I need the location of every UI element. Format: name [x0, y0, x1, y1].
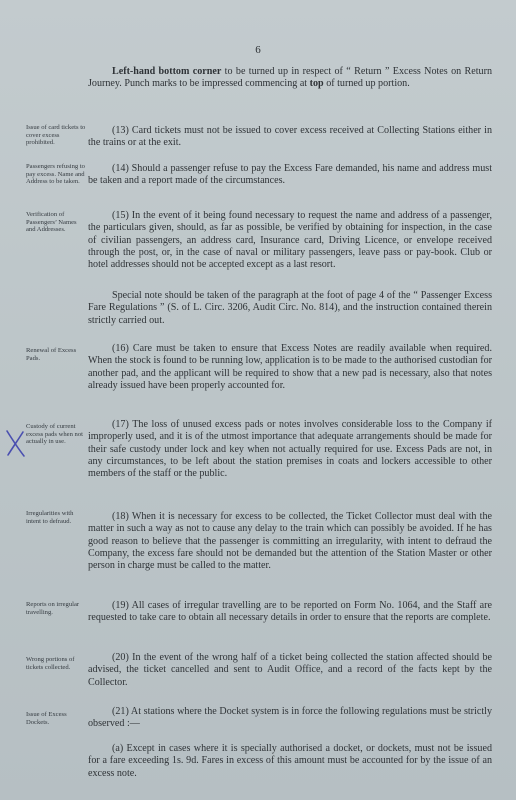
side-note-14: Passengers refusing to pay excess. Name and Address to be taken.: [26, 163, 85, 186]
paragraph-16: (16) Care must be taken to ensure that Excess Notes are readily available when required. When the stock is found to be running low, application is to be made to the authorised custodian for another pad, and the applicant will be required to show that a new pad is necessary, also that notes already issued have been properly accounted for.: [88, 343, 492, 391]
paragraph-21a: (a) Except in cases where it is specially authorised a docket, or dockets, must not be issued for a fare exceeding 1s. 9d. Fares in excess of this amount must be accounted for by the issue of an excess note.: [88, 743, 492, 779]
side-note-19: Reports on irregular travelling.: [26, 601, 80, 616]
paragraph-13: (13) Card tickets must not be issued to cover excess received at Collecting Stations either in the trains or at the exit.: [88, 125, 492, 149]
page-number: 6: [255, 44, 261, 56]
paragraph-17: (17) The loss of unused excess pads or notes involves considerable loss to the Company if improperly used, and it is of the utmost importance that adequate arrangements should be made for their safe custody under lock and key when not actually required for use. Excess Pads are not, in any circumstances, to be left about the station premises in coats and lockers accessible to other members of the staff or the public.: [88, 419, 492, 480]
paragraph-19: (19) All cases of irregular travelling are to be reported on Form No. 1064, and the Staff are requested to take care to obtain all necessary details in order to ensure that the reports are complete.: [88, 600, 492, 624]
side-note-21: Issue of Excess Dockets.: [26, 711, 67, 726]
intro-paragraph: [88, 66, 492, 91]
side-note-15: Verification of Passengers’ Names and Addresses.: [26, 211, 77, 234]
paragraph-14: (14) Should a passenger refuse to pay the Excess Fare demanded, his name and address must be taken and a report made of the circumstances.: [88, 163, 492, 187]
paragraph-special-note: Special note should be taken of the paragraph at the foot of page 4 of the “ Passenger Excess Fare Regulations ” (S. of L. Circ. 3206, Audit Circ. No. 814), and the instruction contained therein strictly carried out.: [88, 290, 492, 326]
side-note-16: Renewal of Excess Pads.: [26, 347, 77, 362]
intro-bold-2: top: [309, 78, 324, 90]
side-note-18: Irregularities with intent to defraud.: [26, 510, 74, 525]
intro-text-1: to be turned up in respect of “ Return ” Excess Notes on Return Journey. Punch marks to be impressed commencing at: [88, 66, 492, 90]
paragraph-18: (18) When it is necessary for excess to be collected, the Ticket Collector must deal with the matter in such a way as not to cause any delay to the train which can possibly be avoided. If he has good reason to believe that the passenger is committing an irregularity, with intent to defraud the Company, the excess fare should not be demanded but the attention of the Station Master or other person in charge must be called to the matter.: [88, 511, 492, 572]
paragraph-21: (21) At stations where the Docket system is in force the following regulations must be strictly observed :—: [88, 706, 492, 730]
intro-bold-1: Left-hand bottom corner: [112, 66, 222, 77]
side-note-13: Issue of card tickets to cover excess prohibited.: [26, 124, 86, 147]
handwritten-x-mark: [4, 428, 26, 458]
intro-text-2: of turned up portion.: [323, 78, 410, 90]
side-note-17: Custody of current excess pads when not actually in use.: [26, 423, 83, 446]
paragraph-20: (20) In the event of the wrong half of a ticket being collected the station affected should be advised, the ticket cancelled and sent to Audit Office, and a record of the facts kept by the Collector.: [88, 652, 492, 688]
side-note-20: Wrong portions of tickets collected.: [26, 656, 75, 671]
paragraph-15: (15) In the event of it being found necessary to request the name and address of a passenger, the particulars given, should, as far as possible, be verified by obtaining for inspection, in the case of civilian passengers, an address card, Insurance card, Driving Licence, or envelope received through the post, or, in the case of naval or military passengers, leave pass or pay-book. Club or hotel addresses should not be accepted except as a last resort.: [88, 210, 492, 271]
